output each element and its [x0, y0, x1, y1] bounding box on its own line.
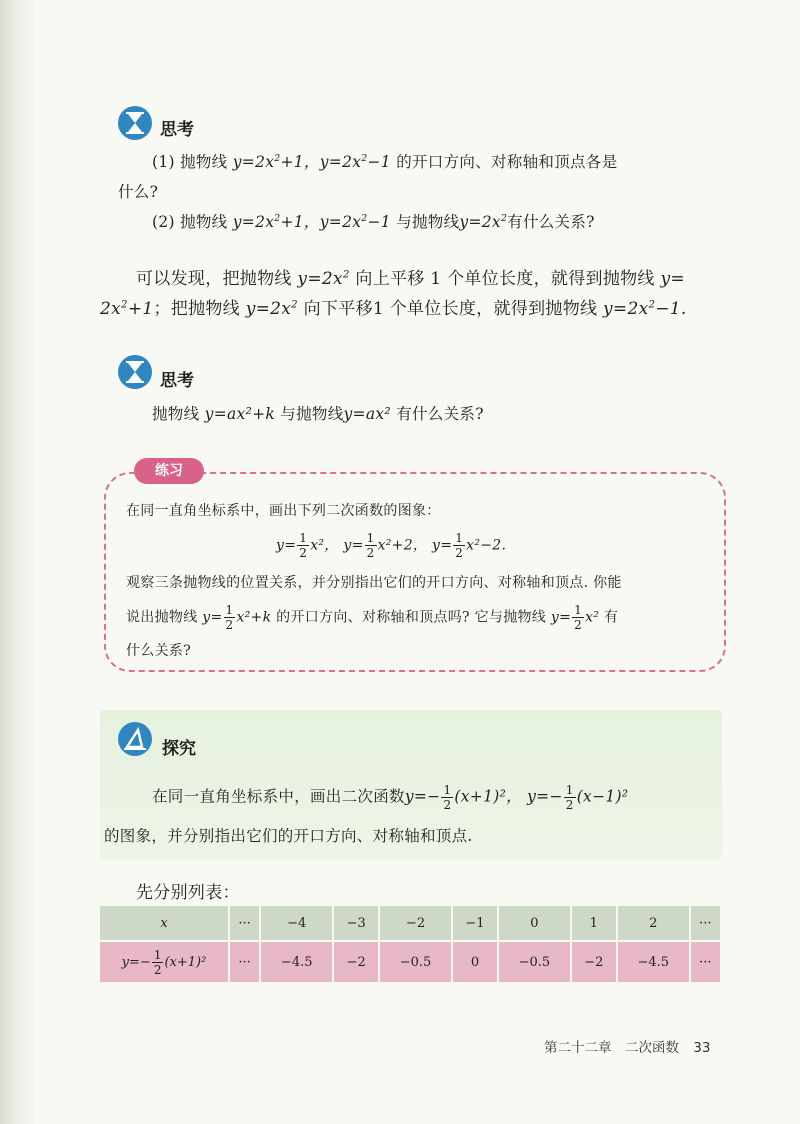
table-cell: ···: [690, 906, 721, 941]
table-cell: ···: [690, 941, 721, 982]
think1-question1-cont: 什么?: [118, 183, 159, 201]
table-cell: −4.5: [260, 941, 333, 982]
value-table: [100, 906, 722, 982]
table-row-x: [100, 906, 721, 941]
table-cell: −0.5: [498, 941, 571, 982]
think2-heading: 思考: [160, 371, 194, 391]
think2-question: 抛物线 y=ax²+k 与抛物线y=ax² 有什么关系?: [152, 405, 484, 423]
table-cell: −1: [452, 906, 498, 941]
table-row-y: [100, 941, 721, 982]
table-cell: ···: [229, 906, 260, 941]
think1-question1: (1) 抛物线 $y=2x^2+1$，$y=2x^2-1$ 的开口方向、对称轴和顶点各是: [152, 152, 618, 171]
think1-heading: 思考: [160, 120, 194, 140]
table-cell: −2: [333, 941, 379, 982]
explore-line1: 在同一直角坐标系中，画出二次函数y=− $\frac{1}{2}$ (x+1)²， y=− $\frac{1}{2}$ (x−1)²: [152, 783, 629, 812]
practice-line4: 说出抛物线 y= $\frac{1}{2}$ x²+k 的开口方向、对称轴和顶点吗? 它与抛物线 y= $\frac{1}{2}$ x² 有: [126, 603, 619, 632]
table-cell: 2: [617, 906, 690, 941]
practice-tag: 练习: [134, 458, 204, 484]
page-binding-shadow: [0, 0, 34, 1124]
chapter-title: 第二十二章 二次函数: [544, 1040, 679, 1056]
table-cell: 0: [452, 941, 498, 982]
para-line2: $2x^2+1$；把抛物线 $y=2x^2$ 向下平移1 个单位长度，就得到抛物线 $y=2x^2-1$.: [100, 299, 687, 319]
compass-triangle-icon: [118, 722, 152, 756]
table-cell: −2: [379, 906, 452, 941]
table-intro: 先分别列表：: [136, 883, 240, 903]
practice-line3: 观察三条抛物线的位置关系，并分别指出它们的开口方向、对称轴和顶点. 你能: [126, 575, 622, 591]
table-cell: x: [100, 906, 229, 941]
table-cell: −4: [260, 906, 333, 941]
table-cell: −2: [571, 941, 617, 982]
explore-heading: 探究: [162, 739, 196, 759]
page-number: 33: [693, 1040, 711, 1056]
practice-line1: 在同一直角坐标系中，画出下列二次函数的图象：: [126, 503, 441, 519]
para-line1: 可以发现，把抛物线 $y=2x^2$ 向上平移 1 个单位长度，就得到抛物线 y=: [136, 269, 685, 289]
table-cell: 0: [498, 906, 571, 941]
table-cell: −4.5: [617, 941, 690, 982]
table-cell: −0.5: [379, 941, 452, 982]
hourglass-icon: [118, 106, 152, 140]
table-cell: −3: [333, 906, 379, 941]
think1-question2: (2) 抛物线 $y=2x^2+1$，$y=2x^2-1$ 与抛物线$y=2x^2$有什么关系?: [152, 212, 595, 231]
explore-line2: 的图象，并分别指出它们的开口方向、对称轴和顶点.: [104, 827, 473, 845]
table-cell: 1: [571, 906, 617, 941]
page-footer: [544, 1036, 710, 1056]
table-cell: ···: [229, 941, 260, 982]
q1-expr2: $y=2x^2-1$: [319, 152, 391, 171]
hourglass-icon: [118, 355, 152, 389]
practice-line5: 什么关系?: [126, 643, 192, 659]
table-row-label: y=− $\frac{1}{2}$ (x+1)²: [100, 941, 229, 982]
practice-equations: y= $\frac{1}{2}$ x²， y= $\frac{1}{2}$ x²+2， y= $\frac{1}{2}$ x²−2.: [276, 531, 507, 560]
